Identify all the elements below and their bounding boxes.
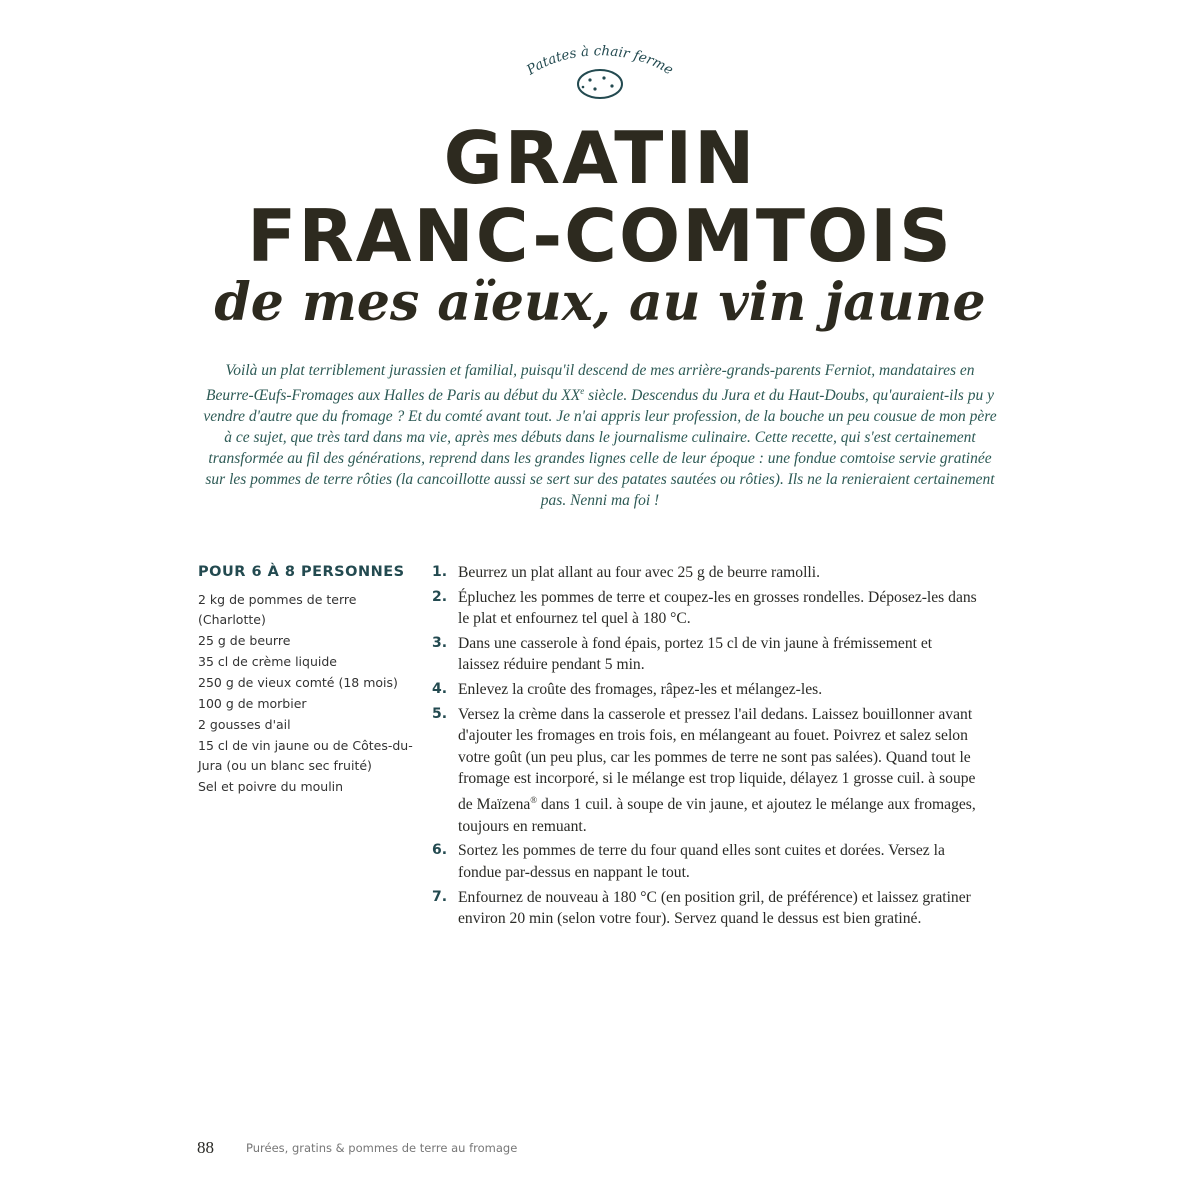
step-item xyxy=(432,887,977,930)
step-number: 3. xyxy=(432,634,448,651)
step-number: 4. xyxy=(432,680,448,697)
recipe-title-line-1: GRATIN xyxy=(443,116,757,200)
step-item xyxy=(432,562,977,584)
ingredient-item: 100 g de morbier xyxy=(198,696,307,711)
section-title: Purées, gratins & pommes de terre au fromage xyxy=(246,1141,518,1155)
step-text: Épluchez les pommes de terre et coupez-les en grosses rondelles. Déposez-les dans le plat et enfournez tel quel à 180 °C. xyxy=(458,588,977,628)
step-text: Enfournez de nouveau à 180 °C (en position gril, de préférence) et laissez gratiner environ 20 min (selon votre four). Servez quand le dessus est bien gratiné. xyxy=(458,888,971,928)
step-text: Sortez les pommes de terre du four quand elles sont cuites et dorées. Versez la fondue par-dessus en nappant le tout. xyxy=(458,842,945,881)
step-item xyxy=(432,587,977,630)
step-number: 7. xyxy=(432,888,448,905)
ingredient-item: 35 cl de crème liquide xyxy=(198,654,337,669)
recipe-subtitle: de mes aïeux, au vin jaune xyxy=(214,272,986,333)
recipe-intro xyxy=(200,360,1000,511)
step-text: Dans une casserole à fond épais, portez 15 cl de vin jaune à frémissement et laissez réduire pendant 5 min. xyxy=(458,634,933,674)
recipe-steps xyxy=(432,562,977,933)
step-number: 2. xyxy=(432,588,448,605)
step-item xyxy=(432,704,977,838)
page-number: 88 xyxy=(197,1138,214,1157)
ingredient-item: Sel et poivre du moulin xyxy=(198,779,344,794)
step-item xyxy=(432,633,977,676)
step-text: Beurrez un plat allant au four avec 25 g de beurre ramolli. xyxy=(458,564,820,581)
step-item xyxy=(432,840,977,883)
intro-paragraph: Voilà un plat terriblement jurassien et familial, puisqu'il descend de mes arrière-grands-parents Ferniot, mandataires en Beurre-Œufs-Fromages aux Halles de Paris au début du XXe siècle. Descendus du Jura et du Haut-Doubs, qu'auraient-ils pu y vendre d'autre que du fromage ? Et du comté avant tout. Je n'ai appris leur profession, de la bouche un peu cousue de mon père à ce sujet, que très tard dans ma vie, après mes débuts dans le journalisme culinaire. Cette recette, qui s'est certainement transformée au fil des générations, reprend dans les grandes lignes celle de leur époque : une fondue comtoise servie gratinée sur les pommes de terre rôties (la cancoillotte aussi se sert sur des patates sautées ou rôties). Ils ne la renieraient certainement pas. Nenni ma foi ! xyxy=(203,362,997,510)
step-text: Enlevez la croûte des fromages, râpez-les et mélangez-les. xyxy=(458,680,823,698)
ingredient-item: 15 cl de vin jaune ou de Côtes-du-Jura (ou un blanc sec fruité) xyxy=(198,738,413,773)
servings-heading: POUR 6 À 8 PERSONNES xyxy=(198,564,405,580)
step-item xyxy=(432,679,977,701)
ingredient-item: 2 gousses d'ail xyxy=(198,717,291,732)
ingredient-item: 25 g de beurre xyxy=(198,633,291,648)
ingredient-list xyxy=(198,590,418,798)
ingredient-item: 250 g de vieux comté (18 mois) xyxy=(198,675,398,690)
step-number: 5. xyxy=(432,705,448,722)
recipe-title-line-2: FRANC-COMTOIS xyxy=(247,194,953,278)
step-number: 6. xyxy=(432,842,448,859)
category-badge-label: Patates à chair ferme xyxy=(523,43,677,79)
step-text: Versez la crème dans la casserole et pressez l'ail dedans. Laissez bouillonner avant d'ajouter les fromages en trois fois, en mélangeant au fouet. Poivrez et salez selon votre goût (un peu plus, car les pommes de terre ne sont pas salées). Quand tout le fromage est incorporé, si le mélange est trop liquide, délayez 1 grosse cuil. à soupe de Maïzena® dans 1 cuil. à soupe de vin jaune, et ajoutez le mélange aux fromages, toujours en remuant. xyxy=(458,705,976,835)
step-number: 1. xyxy=(432,564,448,580)
potato-icon xyxy=(578,70,622,98)
ingredient-item: 2 kg de pommes de terre (Charlotte) xyxy=(198,592,357,627)
